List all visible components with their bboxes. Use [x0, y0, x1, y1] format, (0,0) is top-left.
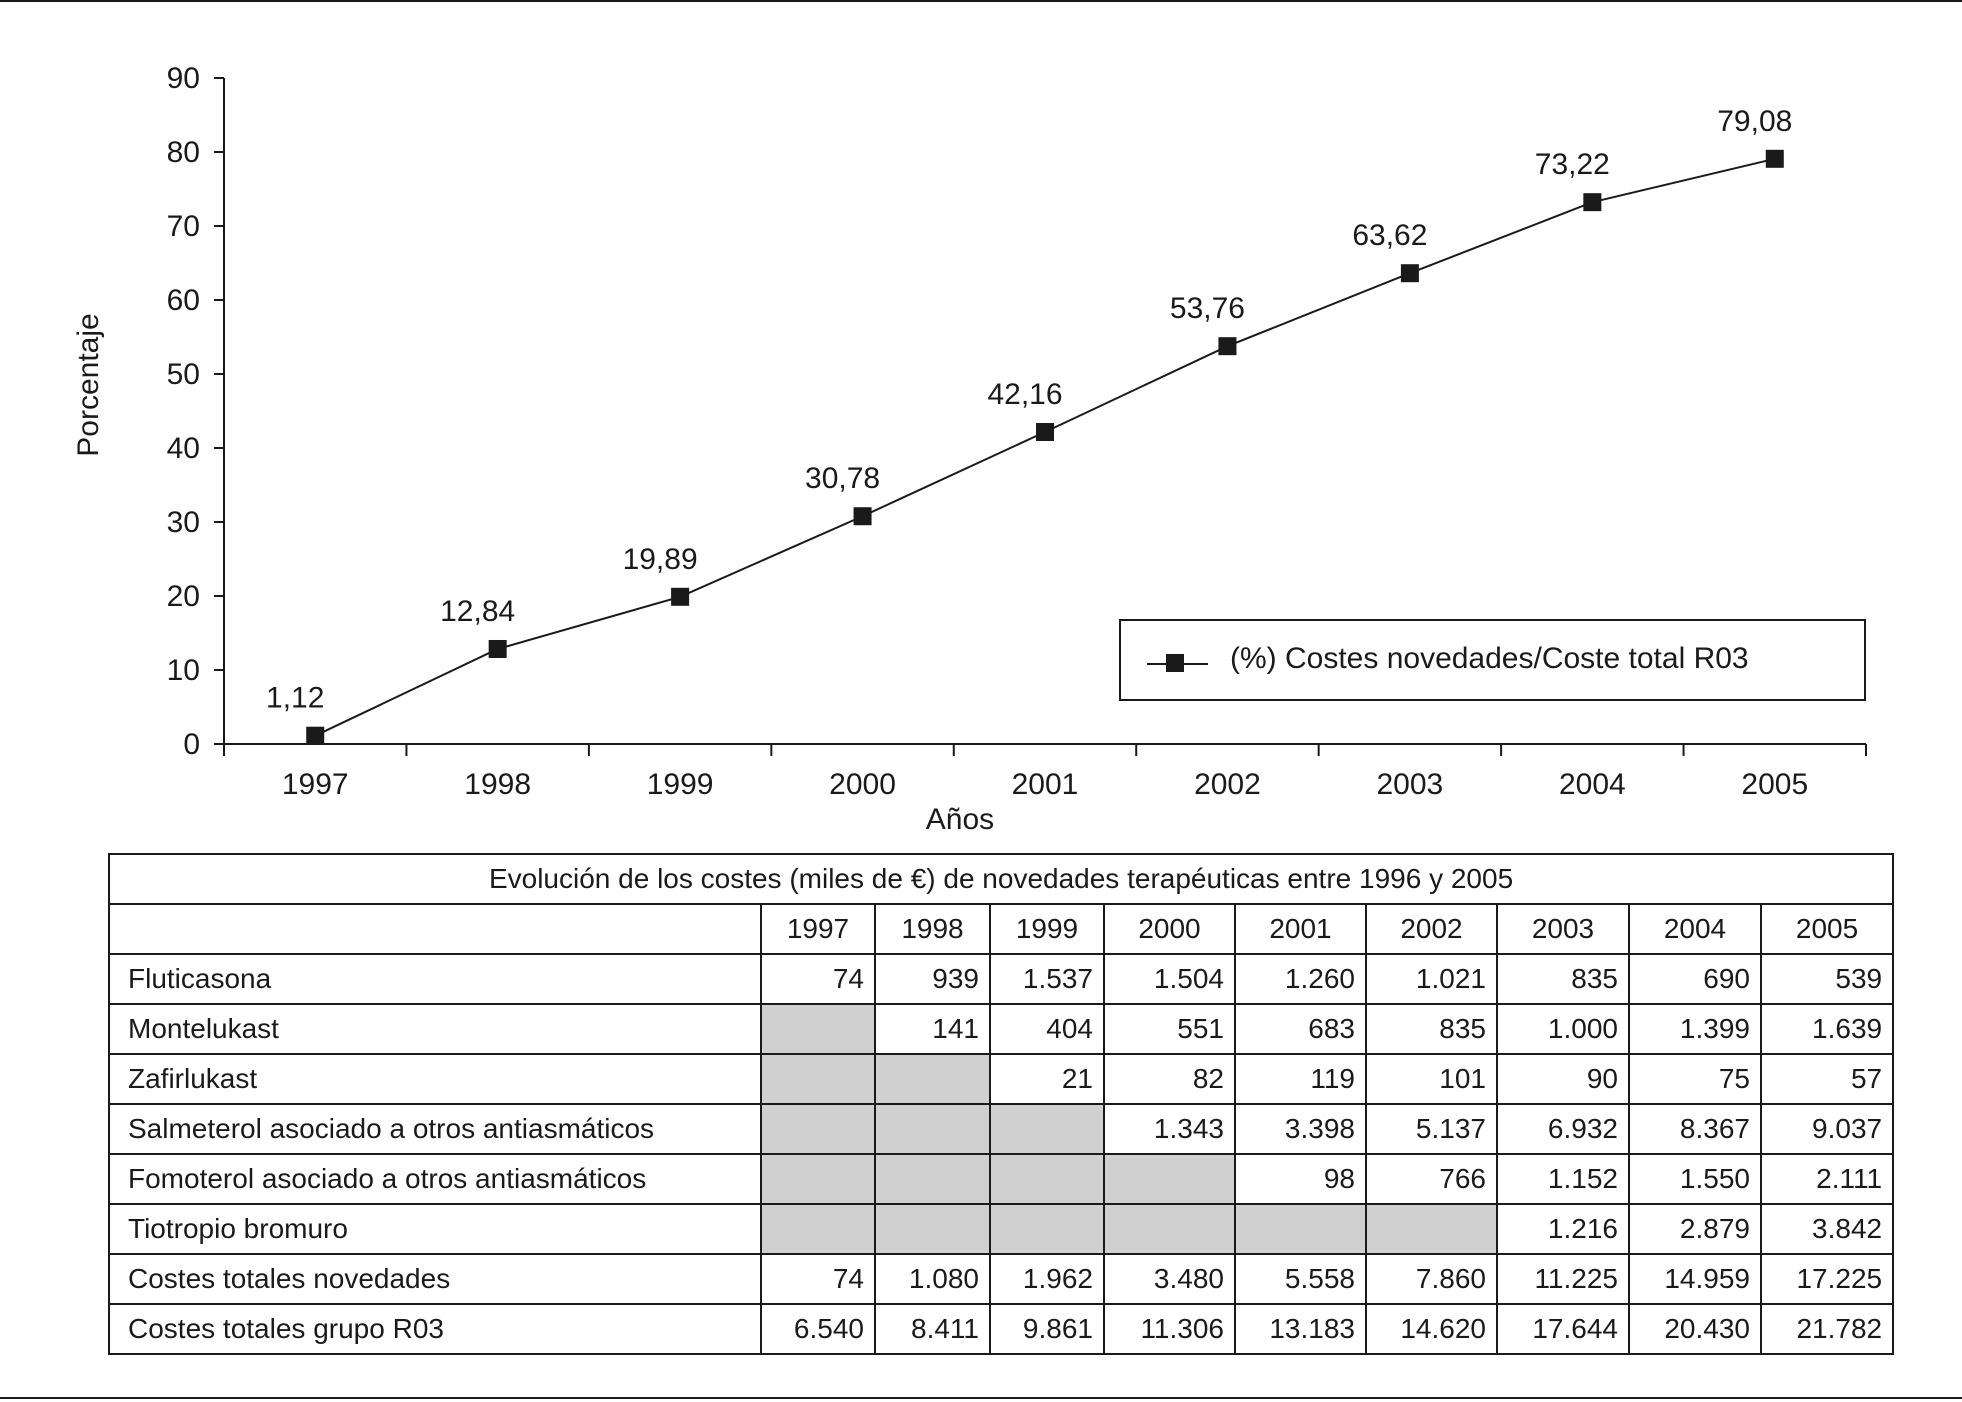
value-cell: 75: [1629, 1054, 1761, 1104]
value-cell: 1.962: [990, 1254, 1104, 1304]
value-cell: 13.183: [1235, 1304, 1366, 1354]
value-cell: 539: [1761, 954, 1893, 1004]
empty-shaded-cell: [761, 1204, 875, 1254]
empty-shaded-cell: [1104, 1204, 1235, 1254]
value-cell: 17.225: [1761, 1254, 1893, 1304]
y-tick-label: 70: [166, 210, 200, 243]
y-tick-label: 80: [166, 136, 200, 169]
data-point: [671, 588, 689, 606]
value-cell: 101: [1366, 1054, 1497, 1104]
value-cell: 82: [1104, 1054, 1235, 1104]
data-label: 1,12: [266, 681, 325, 715]
y-tick-label: 40: [166, 432, 200, 465]
value-cell: 939: [875, 954, 990, 1004]
value-cell: 3.842: [1761, 1204, 1893, 1254]
data-label: 73,22: [1534, 148, 1610, 182]
value-cell: 1.550: [1629, 1154, 1761, 1204]
year-header-cell: 2004: [1629, 904, 1761, 954]
y-axis-label: Porcentaje: [72, 313, 105, 457]
x-axis-label: Años: [925, 803, 995, 836]
row-label-cell: Salmeterol asociado a otros antiasmáticos: [109, 1104, 761, 1154]
y-tick-label: 30: [166, 506, 200, 539]
legend-marker-icon: [1166, 654, 1184, 672]
table-row: [109, 1054, 1893, 1104]
value-cell: 1.080: [875, 1254, 990, 1304]
empty-shaded-cell: [1235, 1204, 1366, 1254]
value-cell: 551: [1104, 1004, 1235, 1054]
empty-shaded-cell: [761, 1154, 875, 1204]
value-cell: 3.480: [1104, 1254, 1235, 1304]
year-header-cell: 2005: [1761, 904, 1893, 954]
value-cell: 690: [1629, 954, 1761, 1004]
value-cell: 9.861: [990, 1304, 1104, 1354]
year-header-cell: 2003: [1497, 904, 1629, 954]
data-label: 53,76: [1169, 292, 1245, 326]
x-tick-label: 2003: [1376, 768, 1444, 801]
value-cell: 1.537: [990, 954, 1104, 1004]
empty-shaded-cell: [761, 1004, 875, 1054]
value-cell: 8.411: [875, 1304, 990, 1354]
row-label-cell: Costes totales novedades: [109, 1254, 761, 1304]
data-point: [1766, 150, 1784, 168]
value-cell: 6.540: [761, 1304, 875, 1354]
value-cell: 21.782: [1761, 1304, 1893, 1354]
legend: [1120, 620, 1865, 700]
costs-table: [108, 853, 1894, 1355]
row-label-cell: Costes totales grupo R03: [109, 1304, 761, 1354]
value-cell: 14.959: [1629, 1254, 1761, 1304]
value-cell: 98: [1235, 1154, 1366, 1204]
value-cell: 6.932: [1497, 1104, 1629, 1154]
empty-shaded-cell: [761, 1104, 875, 1154]
y-tick-label: 60: [166, 284, 200, 317]
y-tick-label: 10: [166, 654, 200, 687]
empty-shaded-cell: [875, 1154, 990, 1204]
data-label: 63,62: [1352, 219, 1428, 253]
empty-shaded-cell: [1104, 1154, 1235, 1204]
data-label: 19,89: [622, 542, 698, 576]
empty-shaded-cell: [990, 1204, 1104, 1254]
value-cell: 766: [1366, 1154, 1497, 1204]
y-tick-label: 90: [166, 62, 200, 95]
legend-label: (%) Costes novedades/Coste total R03: [1230, 642, 1749, 675]
table-row: [109, 1304, 1893, 1354]
data-point: [1036, 423, 1054, 441]
data-label: 42,16: [987, 378, 1063, 412]
table-row: [109, 954, 1893, 1004]
row-label-cell: Tiotropio bromuro: [109, 1204, 761, 1254]
value-cell: 74: [761, 954, 875, 1004]
data-label: 30,78: [805, 462, 881, 496]
value-cell: 5.558: [1235, 1254, 1366, 1304]
value-cell: 119: [1235, 1054, 1366, 1104]
table-title-row: [109, 854, 1893, 904]
empty-shaded-cell: [875, 1054, 990, 1104]
value-cell: 1.260: [1235, 954, 1366, 1004]
data-point: [1218, 337, 1236, 355]
data-point: [1401, 264, 1419, 282]
row-label-cell: Zafirlukast: [109, 1054, 761, 1104]
data-point: [489, 640, 507, 658]
value-cell: 835: [1497, 954, 1629, 1004]
value-cell: 17.644: [1497, 1304, 1629, 1354]
x-tick-label: 2001: [1011, 768, 1079, 801]
y-tick-label: 0: [183, 728, 200, 761]
value-cell: 8.367: [1629, 1104, 1761, 1154]
value-cell: 5.137: [1366, 1104, 1497, 1154]
value-cell: 20.430: [1629, 1304, 1761, 1354]
bottom-rule: [0, 1397, 1962, 1399]
value-cell: 9.037: [1761, 1104, 1893, 1154]
data-point: [854, 507, 872, 525]
header-blank-cell: [109, 904, 761, 954]
x-tick-label: 2000: [829, 768, 896, 801]
table-row: [109, 1154, 1893, 1204]
value-cell: 1.152: [1497, 1154, 1629, 1204]
value-cell: 404: [990, 1004, 1104, 1054]
value-cell: 2.111: [1761, 1154, 1893, 1204]
y-tick-label: 20: [166, 580, 200, 613]
row-label-cell: Fluticasona: [109, 954, 761, 1004]
value-cell: 90: [1497, 1054, 1629, 1104]
y-tick-label: 50: [166, 358, 200, 391]
data-point: [306, 727, 324, 745]
value-cell: 683: [1235, 1004, 1366, 1054]
x-tick-label: 2002: [1194, 768, 1261, 801]
y-axis: [167, 62, 224, 761]
year-header-cell: 1999: [990, 904, 1104, 954]
value-cell: 14.620: [1366, 1304, 1497, 1354]
table-header-row: [109, 904, 1893, 954]
x-tick-label: 2005: [1741, 768, 1809, 801]
value-cell: 1.504: [1104, 954, 1235, 1004]
x-tick-label: 1997: [281, 768, 349, 801]
value-cell: 74: [761, 1254, 875, 1304]
data-point: [1583, 193, 1601, 211]
value-cell: 1.639: [1761, 1004, 1893, 1054]
data-label: 79,08: [1717, 104, 1793, 138]
empty-shaded-cell: [875, 1204, 990, 1254]
value-cell: 1.399: [1629, 1004, 1761, 1054]
table-row: [109, 1104, 1893, 1154]
value-cell: 2.879: [1629, 1204, 1761, 1254]
data-label: 12,84: [440, 594, 516, 628]
table-row: [109, 1254, 1893, 1304]
empty-shaded-cell: [875, 1104, 990, 1154]
value-cell: 7.860: [1366, 1254, 1497, 1304]
table-row: [109, 1204, 1893, 1254]
value-cell: 11.306: [1104, 1304, 1235, 1354]
year-header-cell: 1997: [761, 904, 875, 954]
row-label-cell: Fomoterol asociado a otros antiasmáticos: [109, 1154, 761, 1204]
value-cell: 11.225: [1497, 1254, 1629, 1304]
value-cell: 1.343: [1104, 1104, 1235, 1154]
x-tick-label: 2004: [1558, 768, 1626, 801]
row-label-cell: Montelukast: [109, 1004, 761, 1054]
table-title: Evolución de los costes (miles de €) de novedades terapéuticas entre 1996 y 2005: [109, 854, 1893, 904]
x-tick-label: 1998: [464, 768, 532, 801]
empty-shaded-cell: [990, 1154, 1104, 1204]
empty-shaded-cell: [990, 1104, 1104, 1154]
x-tick-label: 1999: [646, 768, 714, 801]
empty-shaded-cell: [1366, 1204, 1497, 1254]
value-cell: 1.021: [1366, 954, 1497, 1004]
value-cell: 835: [1366, 1004, 1497, 1054]
value-cell: 1.216: [1497, 1204, 1629, 1254]
empty-shaded-cell: [761, 1054, 875, 1104]
year-header-cell: 2000: [1104, 904, 1235, 954]
value-cell: 1.000: [1497, 1004, 1629, 1054]
value-cell: 21: [990, 1054, 1104, 1104]
year-header-cell: 2002: [1366, 904, 1497, 954]
value-cell: 3.398: [1235, 1104, 1366, 1154]
value-cell: 141: [875, 1004, 990, 1054]
year-header-cell: 1998: [875, 904, 990, 954]
x-axis: [224, 744, 1866, 801]
year-header-cell: 2001: [1235, 904, 1366, 954]
value-cell: 57: [1761, 1054, 1893, 1104]
table-row: [109, 1004, 1893, 1054]
